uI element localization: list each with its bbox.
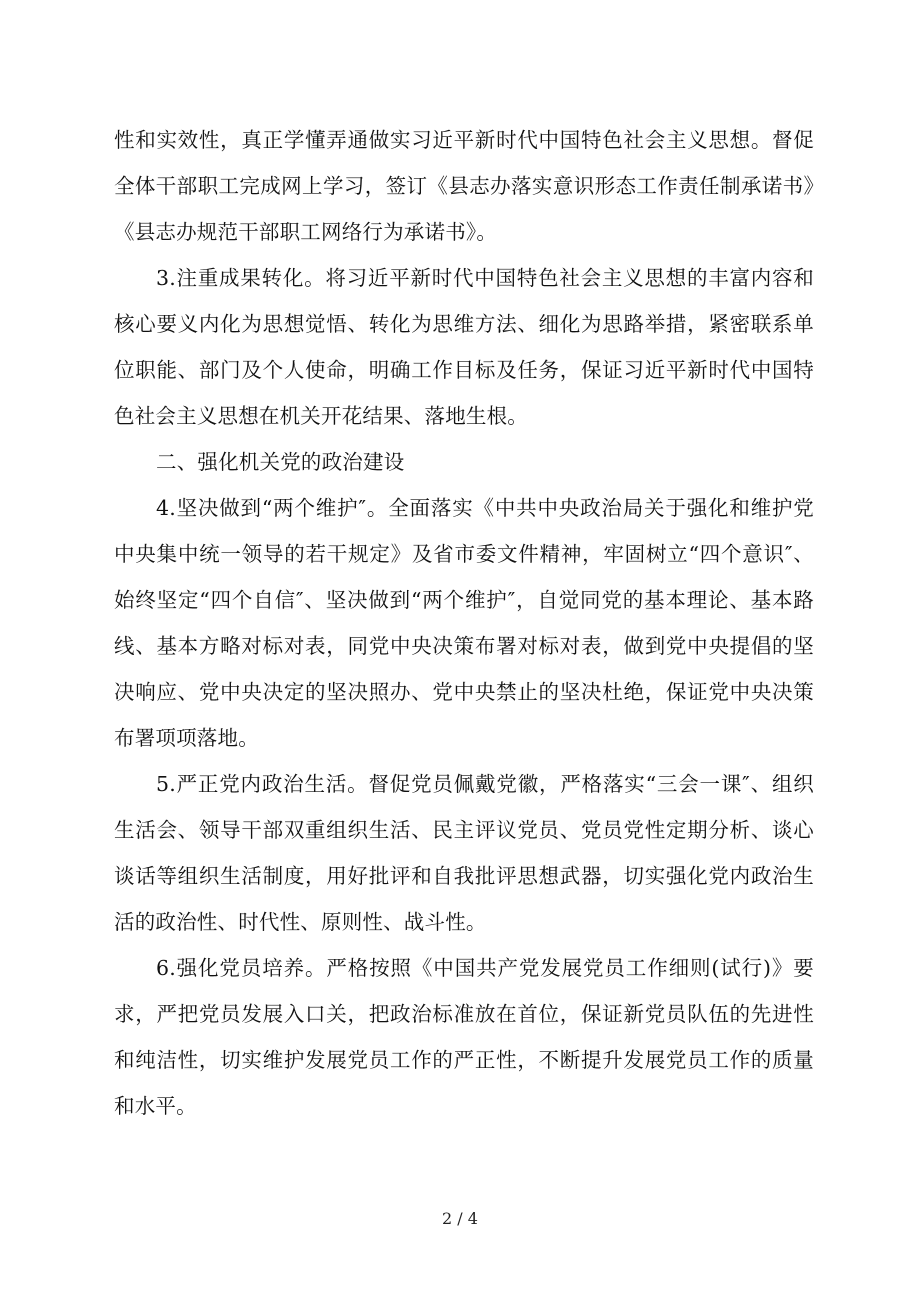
paragraph-item-3: 3.注重成果转化。将习近平新时代中国特色社会主义思想的丰富内容和核心要义内化为思想觉悟、转化为思维方法、细化为思路举措，紧密联系单位职能、部门及个人使命，明确工作目标及任务，保证习近平新时代中国特色社会主义思想在机关开花结果、落地生根。: [114, 266, 814, 428]
paragraph-continuation: 性和实效性，真正学懂弄通做实习近平新时代中国特色社会主义思想。督促全体干部职工完成网上学习，签订《县志办落实意识形态工作责任制承诺书》《县志办规范干部职工网络行为承诺书》。: [114, 128, 814, 244]
section-heading-2: 二、强化机关党的政治建设: [156, 450, 405, 474]
paragraph-item-5: 5.严正党内政治生活。督促党员佩戴党徽，严格落实“三会一课″、组织生活会、领导干部双重组织生活、民主评议党员、党员党性定期分析、谈心谈话等组织生活制度，用好批评和自我批评思想武器，切实强化党内政治生活的政治性、时代性、原则性、战斗性。: [114, 772, 814, 934]
paragraph-item-6: 6.强化党员培养。严格按照《中国共产党发展党员工作细则(试行)》要求，严把党员发展入口关，把政治标准放在首位，保证新党员队伍的先进性和纯洁性，切实维护发展党员工作的严正性，不断提升发展党员工作的质量和水平。: [114, 956, 814, 1118]
paragraph-item-4: 4.坚决做到“两个维护″。全面落实《中共中央政治局关于强化和维护党中央集中统一领导的若干规定》及省市委文件精神，牢固树立“四个意识″、始终坚定“四个自信″、坚决做到“两个维护″，自觉同党的基本理论、基本路线、基本方略对标对表，同党中央决策布署对标对表，做到党中央提倡的坚决响应、党中央决定的坚决照办、党中央禁止的坚决杜绝，保证党中央决策布署项项落地。: [114, 496, 814, 750]
page-number: 2 / 4: [442, 1209, 478, 1228]
document-body: [114, 117, 814, 1129]
